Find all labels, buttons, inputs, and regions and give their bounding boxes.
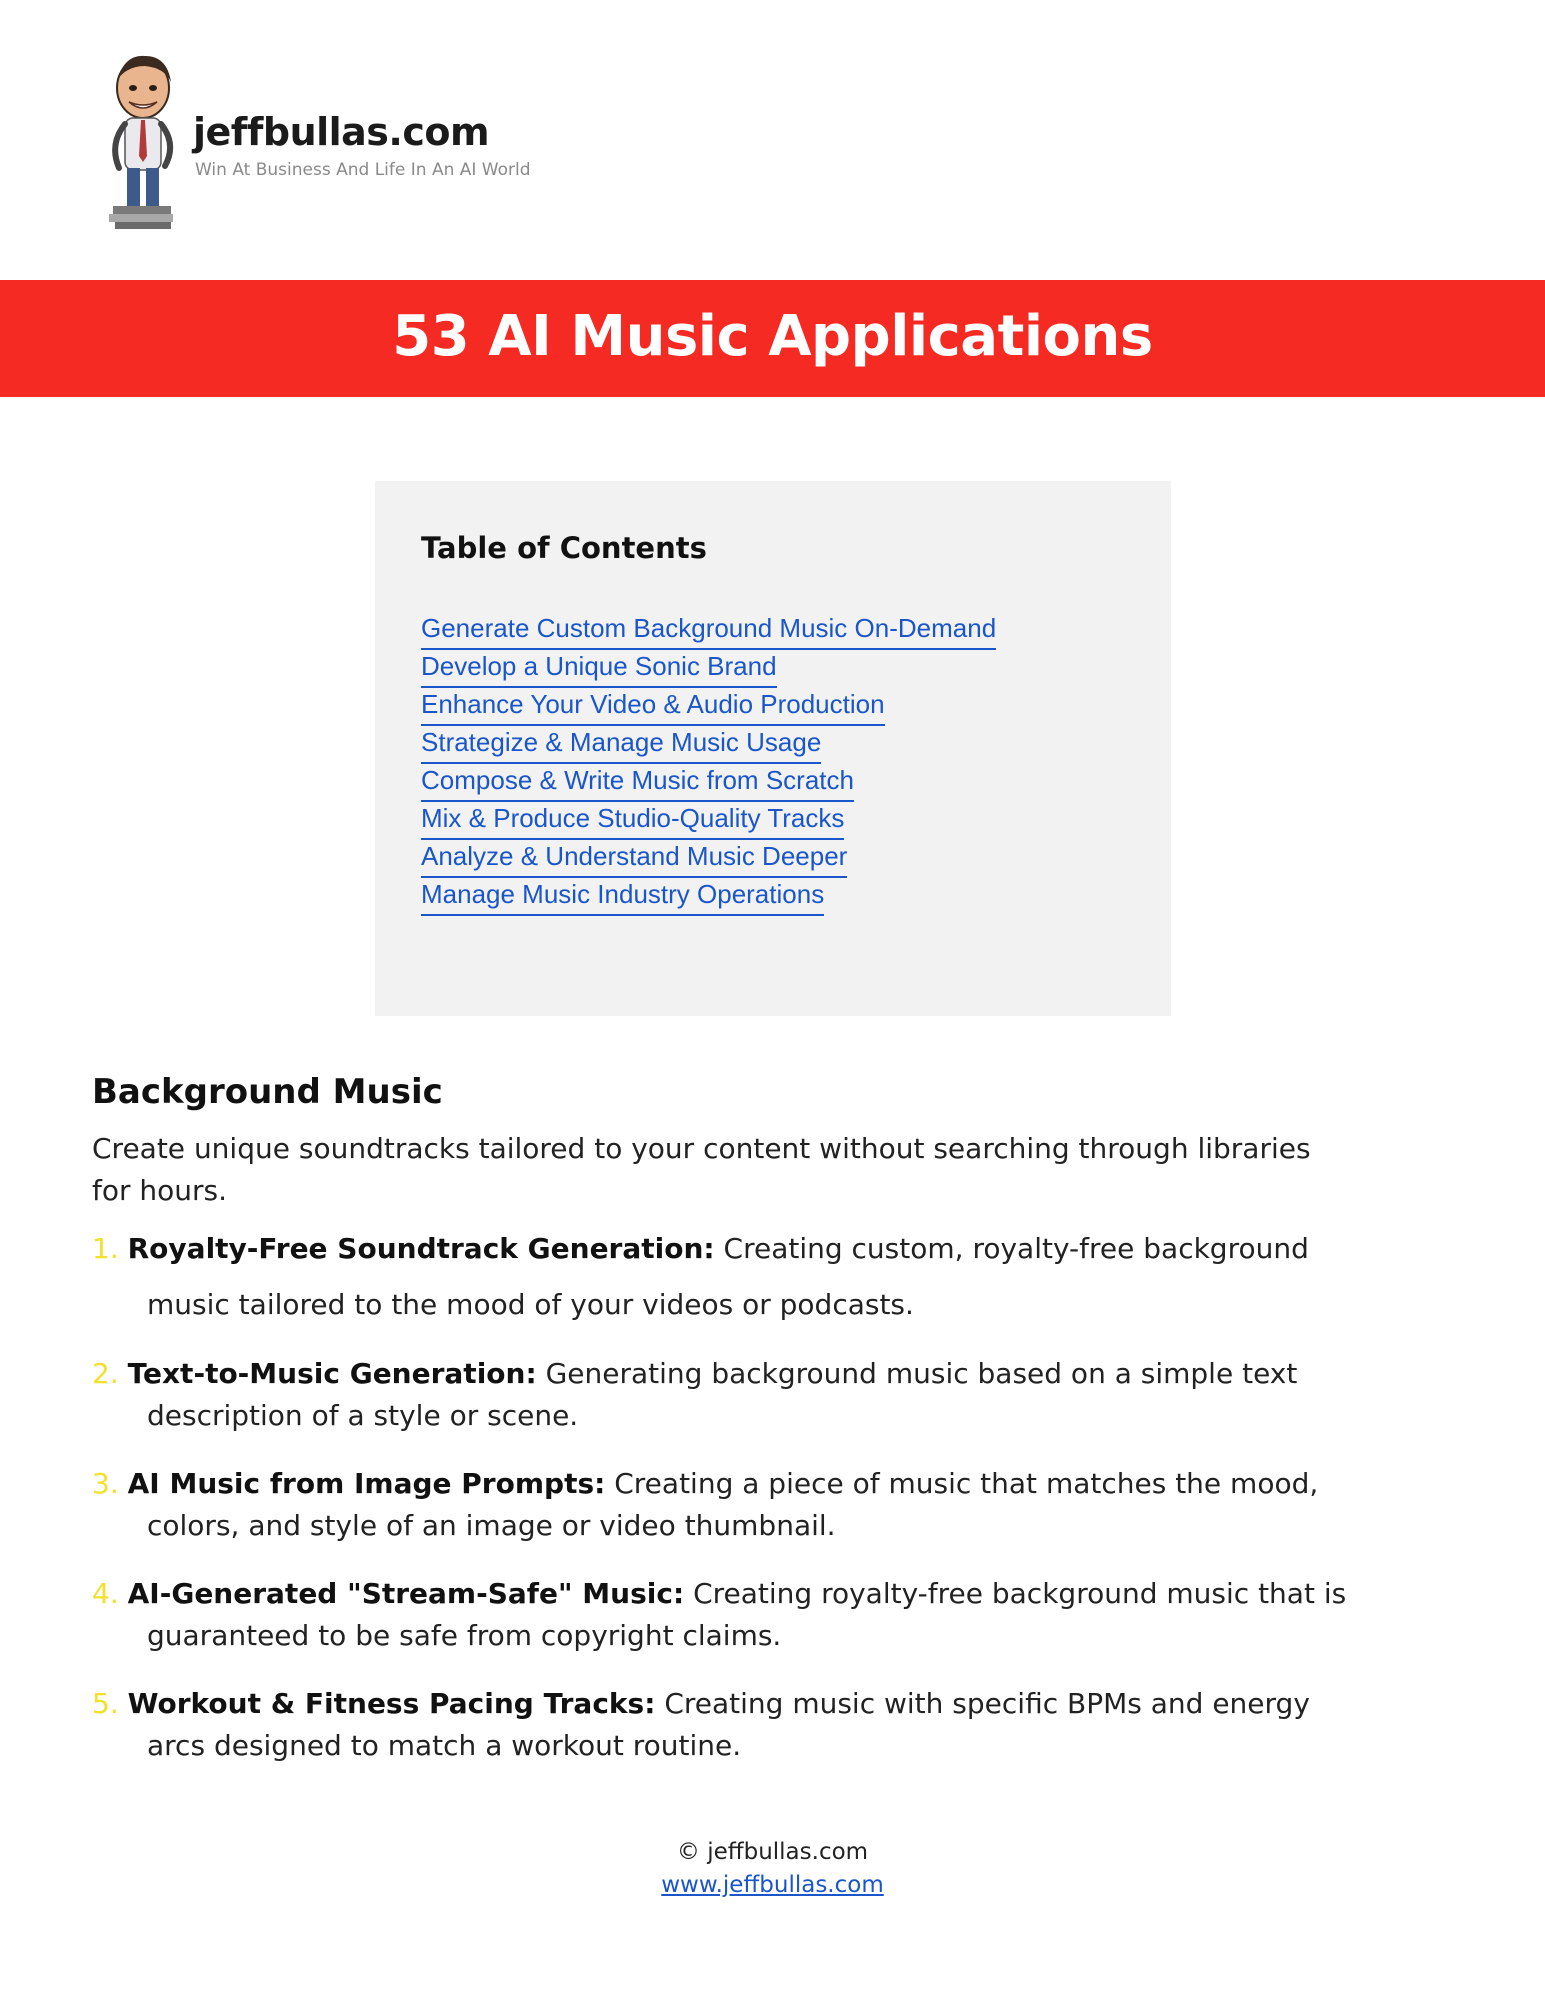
item-description-continued: colors, and style of an image or video thumbnail. bbox=[147, 1509, 836, 1542]
item-description: Generating background music based on a simple text bbox=[545, 1357, 1298, 1390]
item-term: Workout & Fitness Pacing Tracks: bbox=[127, 1687, 656, 1720]
toc-link-background-music[interactable]: Generate Custom Background Music On-Demand bbox=[421, 614, 996, 650]
toc-link-mix-produce[interactable]: Mix & Produce Studio-Quality Tracks bbox=[421, 804, 844, 840]
list-item bbox=[92, 1573, 1432, 1657]
toc-link-analyze-music[interactable]: Analyze & Understand Music Deeper bbox=[421, 842, 847, 878]
toc-link-video-audio-production[interactable]: Enhance Your Video & Audio Production bbox=[421, 690, 885, 726]
toc-item bbox=[421, 652, 996, 690]
footer bbox=[0, 1835, 1545, 1901]
item-number: 2. bbox=[92, 1357, 119, 1390]
list-item bbox=[92, 1683, 1432, 1767]
toc-list bbox=[421, 614, 996, 918]
item-number: 1. bbox=[92, 1232, 119, 1265]
section-intro bbox=[92, 1128, 1452, 1212]
toc-link-compose-music[interactable]: Compose & Write Music from Scratch bbox=[421, 766, 854, 802]
item-term: Text-to-Music Generation: bbox=[127, 1357, 537, 1390]
toc-link-music-usage[interactable]: Strategize & Manage Music Usage bbox=[421, 728, 821, 764]
title-banner bbox=[0, 280, 1545, 397]
caricature-mascot-icon bbox=[95, 48, 185, 233]
toc-item bbox=[421, 880, 996, 918]
toc-item bbox=[421, 804, 996, 842]
footer-website-link[interactable]: www.jeffbullas.com bbox=[661, 1872, 884, 1898]
list-item bbox=[92, 1228, 1432, 1340]
item-description-continued: guaranteed to be safe from copyright claims. bbox=[147, 1619, 782, 1652]
section-intro-line1: Create unique soundtracks tailored to your content without searching through libraries bbox=[92, 1132, 1311, 1165]
item-description: Creating royalty-free background music that is bbox=[693, 1577, 1347, 1610]
toc-item bbox=[421, 842, 996, 880]
item-description-continued: description of a style or scene. bbox=[147, 1399, 579, 1432]
item-description-continued: arcs designed to match a workout routine. bbox=[147, 1729, 742, 1762]
item-number: 4. bbox=[92, 1577, 119, 1610]
toc-link-sonic-brand[interactable]: Develop a Unique Sonic Brand bbox=[421, 652, 777, 688]
item-term: Royalty-Free Soundtrack Generation: bbox=[127, 1232, 715, 1265]
list-item bbox=[92, 1353, 1432, 1437]
toc-item bbox=[421, 766, 996, 804]
item-description-continued: music tailored to the mood of your videos or podcasts. bbox=[147, 1288, 914, 1321]
toc-item bbox=[421, 614, 996, 652]
footer-copyright: © jeffbullas.com bbox=[676, 1839, 869, 1865]
section-intro-line2: for hours. bbox=[92, 1174, 228, 1207]
site-name: jeffbullas.com bbox=[193, 110, 490, 154]
item-description: Creating custom, royalty-free background bbox=[723, 1232, 1309, 1265]
list-item bbox=[92, 1463, 1432, 1547]
page-title: 53 AI Music Applications bbox=[392, 304, 1153, 369]
item-description: Creating music with specific BPMs and energy bbox=[664, 1687, 1310, 1720]
toc-link-industry-operations[interactable]: Manage Music Industry Operations bbox=[421, 880, 824, 916]
item-term: AI Music from Image Prompts: bbox=[127, 1467, 606, 1500]
toc-item bbox=[421, 728, 996, 766]
item-number: 5. bbox=[92, 1687, 119, 1720]
item-number: 3. bbox=[92, 1467, 119, 1500]
toc-heading: Table of Contents bbox=[421, 531, 707, 565]
logo[interactable] bbox=[95, 48, 555, 238]
item-term: AI-Generated "Stream-Safe" Music: bbox=[127, 1577, 685, 1610]
site-tagline: Win At Business And Life In An AI World bbox=[195, 160, 531, 180]
section-heading: Background Music bbox=[92, 1072, 443, 1112]
item-description: Creating a piece of music that matches the mood, bbox=[614, 1467, 1319, 1500]
table-of-contents bbox=[375, 481, 1171, 1016]
toc-item bbox=[421, 690, 996, 728]
